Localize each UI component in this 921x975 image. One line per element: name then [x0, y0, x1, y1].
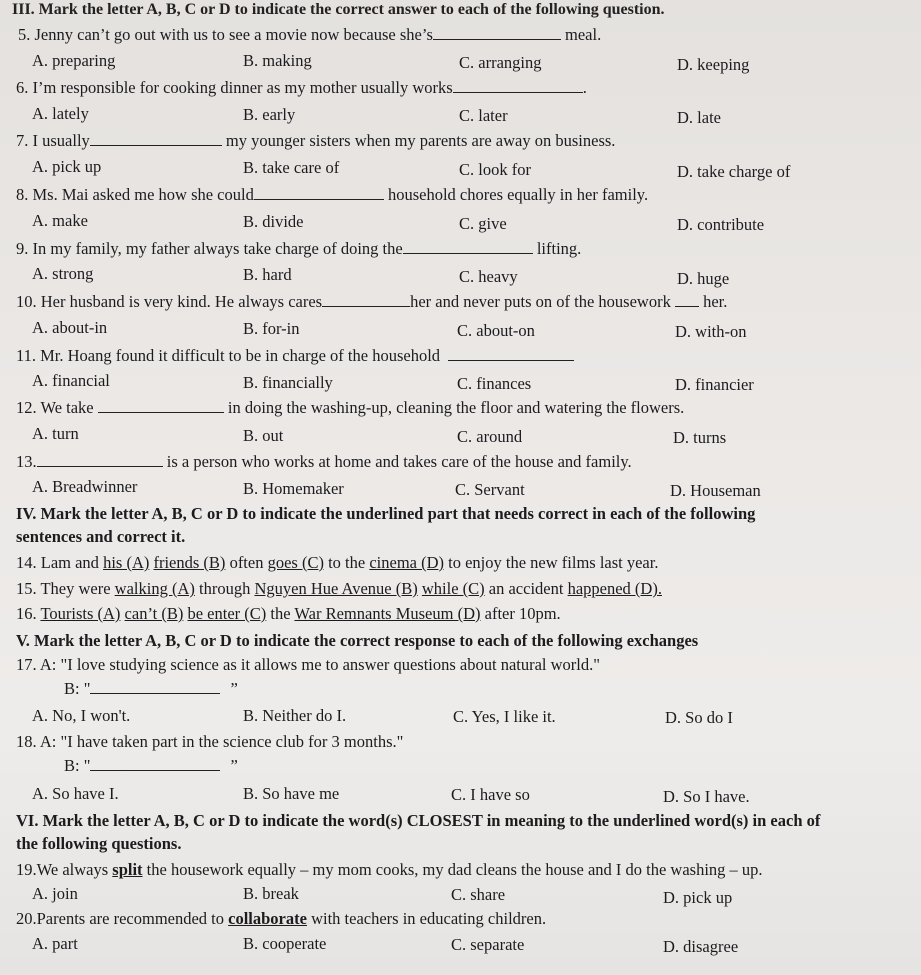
option-a: A. So have I. [32, 784, 119, 803]
option-c: C. later [459, 106, 508, 125]
option-c: C. about-on [457, 321, 535, 340]
underlined-part-b: can’t (B) [124, 604, 184, 623]
question-18-prompt: 18. A: "I have taken part in the science club for 3 months." [16, 732, 404, 751]
question-12 [16, 398, 684, 418]
question-15-text: 15. They were [16, 579, 115, 598]
answer-blank [90, 131, 222, 146]
question-10 [16, 292, 727, 312]
option-d: D. pick up [663, 888, 733, 907]
underlined-part-d: happened (D). [567, 579, 662, 598]
question-13-text-pre: 13. [16, 452, 37, 471]
section-4-header: IV. Mark the letter A, B, C or D to indicate the underlined part that needs correct in each of the following [16, 504, 756, 523]
answer-blank [98, 398, 224, 413]
question-16 [16, 604, 561, 624]
option-d: D. So I have. [663, 787, 750, 806]
option-b: B. Neither do I. [243, 706, 347, 725]
underlined-part-d: cinema (D) [369, 553, 445, 572]
option-a: A. join [32, 884, 78, 903]
closing-quote: ” [230, 756, 238, 775]
question-14 [16, 553, 658, 573]
option-d: D. So do I [665, 708, 733, 727]
question-7-text-pre: 7. I usually [16, 131, 90, 150]
question-5-text-post: meal. [565, 25, 602, 44]
option-c: C. give [459, 214, 507, 233]
underlined-word: collaborate [228, 909, 307, 928]
section-3-header: III. Mark the letter A, B, C or D to indicate the correct answer to each of the following question. [12, 1, 665, 18]
section-5-header: V. Mark the letter A, B, C or D to indicate the correct response to each of the following exchanges [16, 631, 699, 650]
option-b: B. Homemaker [243, 479, 344, 498]
question-17-prompt: 17. A: "I love studying science as it allows me to answer questions about natural world." [16, 655, 600, 674]
question-20-text-post: with teachers in educating children. [306, 909, 547, 928]
option-d: D. financier [675, 375, 754, 394]
underlined-part-a: walking (A) [114, 579, 195, 598]
option-a: A. preparing [32, 51, 116, 70]
option-b: B. divide [243, 212, 304, 231]
option-c: C. look for [459, 160, 531, 179]
underlined-part-a: his (A) [103, 553, 150, 572]
question-11-text-pre: 11. Mr. Hoang found it difficult to be in charge of the household [16, 346, 441, 365]
option-d: D. disagree [663, 937, 739, 956]
underlined-part-b: friends (B) [153, 553, 226, 572]
question-15 [16, 579, 662, 599]
option-d: D. late [677, 108, 721, 127]
underlined-part-b: Nguyen Hue Avenue (B) [254, 579, 418, 598]
closing-quote: ” [230, 679, 238, 698]
question-17-response [64, 679, 238, 699]
underlined-part-c: be enter (C) [187, 604, 267, 623]
question-14-text: often [225, 553, 268, 572]
question-16-text: the [266, 604, 295, 623]
question-12-text-pre: 12. We take [16, 398, 94, 417]
option-c: C. share [451, 885, 506, 904]
option-a: A. part [32, 934, 78, 953]
option-c: C. heavy [459, 267, 518, 286]
answer-blank [90, 756, 220, 771]
question-11 [16, 346, 574, 366]
answer-blank [403, 239, 533, 254]
underlined-part-c: while (C) [421, 579, 485, 598]
question-16-text: after 10pm. [480, 604, 561, 623]
option-c: C. Yes, I like it. [453, 707, 556, 726]
question-19-text-post: the housework equally – my mom cooks, my dad cleans the house and I do the washing – up. [142, 860, 763, 879]
option-c: C. separate [451, 935, 525, 954]
question-13-text-post: is a person who works at home and takes care of the house and family. [166, 452, 632, 471]
option-d: D. with-on [675, 322, 747, 341]
question-14-text: to enjoy the new films last year. [444, 553, 659, 572]
option-b: B. take care of [243, 158, 340, 177]
speaker-b-label: B: " [64, 679, 91, 698]
option-b: B. making [243, 51, 312, 70]
option-b: B. for-in [243, 319, 300, 338]
option-a: A. turn [32, 424, 79, 443]
question-12-text-post: in doing the washing-up, cleaning the floor and watering the flowers. [227, 398, 685, 417]
speaker-b-label: B: " [64, 756, 91, 775]
question-10-text-post: her. [703, 292, 728, 311]
question-15-text: through [194, 579, 255, 598]
question-7 [16, 131, 615, 151]
option-d: D. Houseman [670, 481, 761, 500]
question-15-text: an accident [484, 579, 568, 598]
question-10-text-pre: 10. Her husband is very kind. He always cares [16, 292, 323, 311]
question-5 [18, 25, 601, 45]
option-a: A. financial [32, 371, 110, 390]
answer-blank [453, 78, 583, 93]
option-b: B. financially [243, 373, 333, 392]
question-8 [16, 185, 648, 205]
question-16-text: 16. [16, 604, 41, 623]
option-a: A. about-in [32, 318, 108, 337]
question-10-text-mid: her and never puts on of the housework [410, 292, 671, 311]
question-20-text-pre: 20.Parents are recommended to [16, 909, 229, 928]
answer-blank [90, 679, 220, 694]
option-c: C. I have so [451, 785, 530, 804]
option-b: B. cooperate [243, 934, 327, 953]
question-8-text-post: household chores equally in her family. [387, 185, 649, 204]
question-6-text-pre: 6. I’m responsible for cooking dinner as my mother usually works [16, 78, 453, 97]
option-a: A. No, I won't. [32, 706, 131, 725]
underlined-word: split [112, 860, 143, 879]
question-8-text-pre: 8. Ms. Mai asked me how she could [16, 185, 254, 204]
question-5-text-pre: 5. Jenny can’t go out with us to see a movie now because she’s [18, 25, 433, 44]
answer-blank [322, 292, 410, 307]
question-19-text-pre: 19.We always [16, 860, 113, 879]
option-c: C. Servant [455, 480, 525, 499]
option-d: D. keeping [677, 55, 750, 74]
option-b: B. out [243, 426, 284, 445]
option-a: A. strong [32, 264, 94, 283]
option-d: D. take charge of [677, 162, 791, 181]
underlined-part-c: goes (C) [267, 553, 324, 572]
question-18-response [64, 756, 238, 776]
option-a: A. lately [32, 104, 89, 123]
question-7-text-post: my younger sisters when my parents are away on business. [225, 131, 616, 150]
question-14-text: 14. Lam and [16, 553, 104, 572]
option-c: C. around [457, 427, 523, 446]
question-13 [16, 452, 632, 472]
option-d: D. huge [677, 269, 730, 288]
option-b: B. break [243, 884, 299, 903]
option-a: A. Breadwinner [32, 477, 138, 496]
underlined-part-d: War Remnants Museum (D) [294, 604, 481, 623]
option-c: C. arranging [459, 53, 542, 72]
option-d: D. contribute [677, 215, 765, 234]
question-9 [16, 239, 581, 259]
answer-blank [448, 346, 574, 361]
section-4-header-cont: sentences and correct it. [16, 527, 186, 546]
answer-blank [433, 25, 561, 40]
answer-blank [675, 292, 699, 307]
answer-blank [254, 185, 384, 200]
option-d: D. turns [673, 428, 727, 447]
option-b: B. So have me [243, 784, 340, 803]
question-9-text-post: lifting. [536, 239, 582, 258]
question-19 [16, 860, 763, 880]
question-6 [16, 78, 587, 98]
option-b: B. early [243, 105, 296, 124]
question-6-text-post: . [582, 78, 587, 97]
question-9-text-pre: 9. In my family, my father always take charge of doing the [16, 239, 403, 258]
option-a: A. make [32, 211, 88, 230]
answer-blank [37, 452, 163, 467]
option-c: C. finances [457, 374, 532, 393]
option-a: A. pick up [32, 157, 102, 176]
section-6-header-cont: the following questions. [16, 834, 182, 853]
section-6-header: VI. Mark the letter A, B, C or D to indicate the word(s) CLOSEST in meaning to the underlined word(s) in each of [16, 811, 821, 830]
question-20 [16, 909, 546, 929]
question-14-text: to the [323, 553, 370, 572]
underlined-part-a: Tourists (A) [40, 604, 121, 623]
option-b: B. hard [243, 265, 292, 284]
